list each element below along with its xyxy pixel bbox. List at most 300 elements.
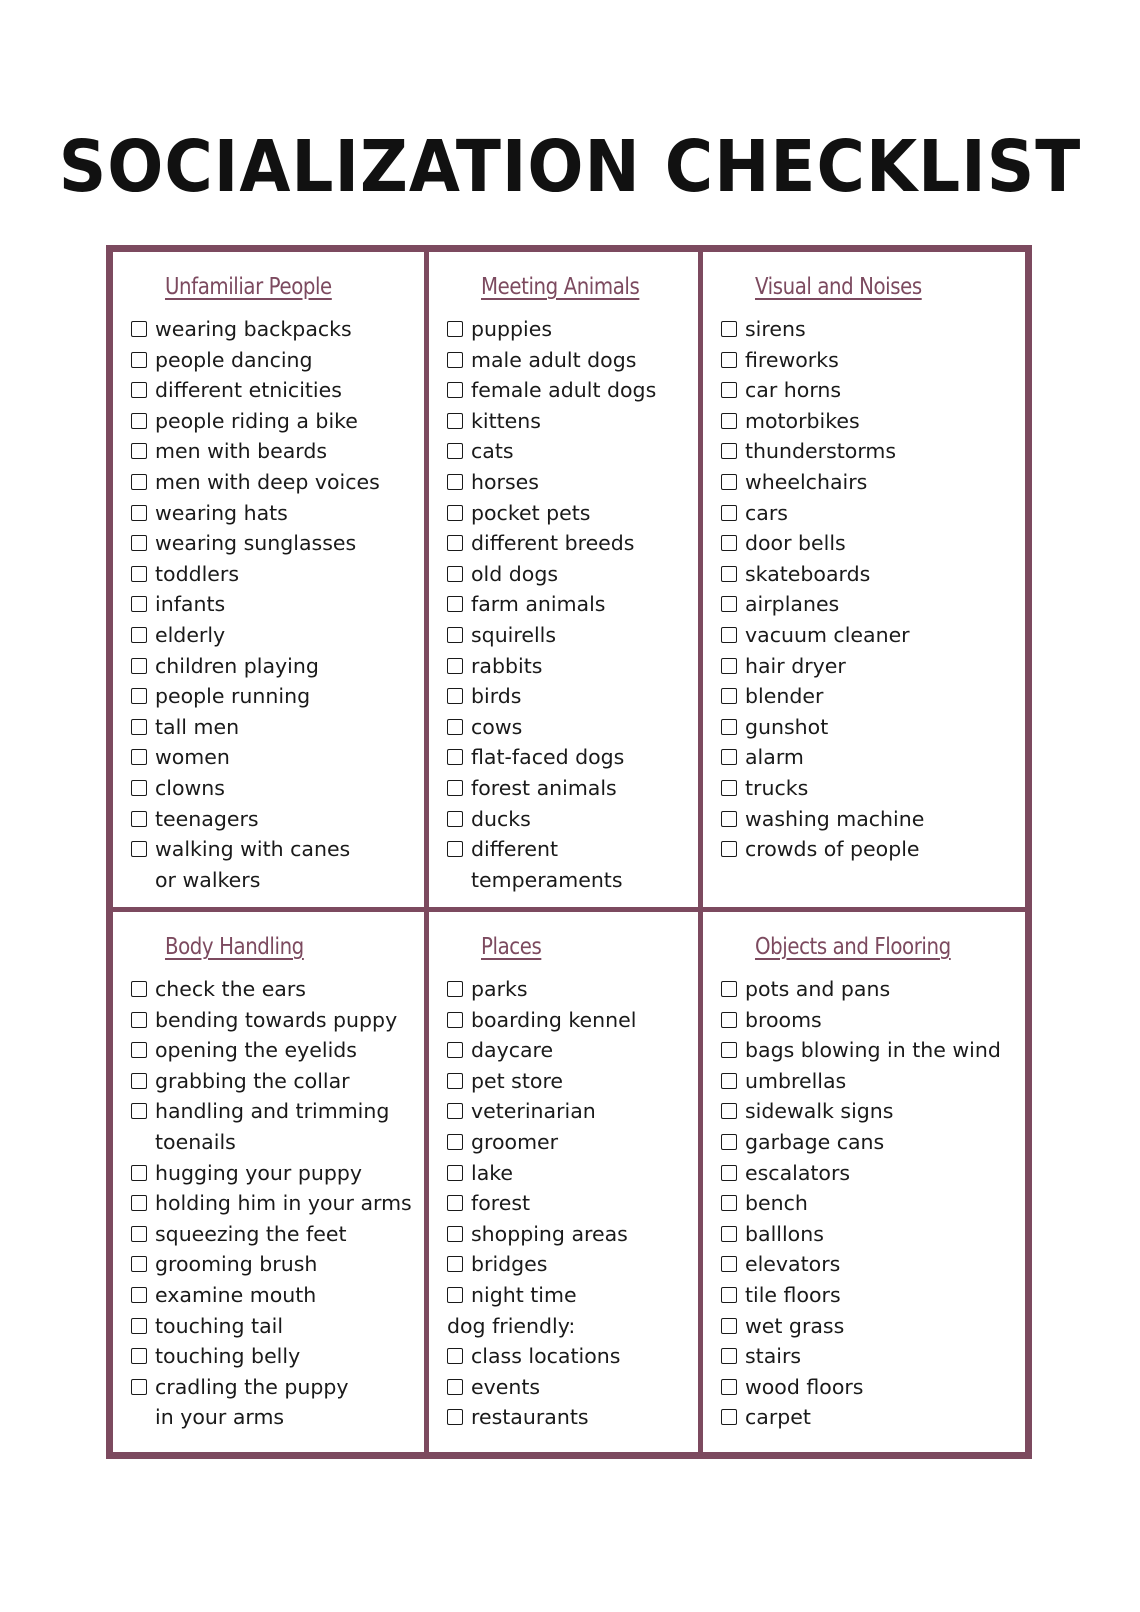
checklist-item[interactable] xyxy=(131,314,424,345)
checklist-item-label: men with deep voices xyxy=(155,469,380,494)
checklist-item[interactable] xyxy=(721,314,1025,345)
checkbox[interactable] xyxy=(447,1134,463,1150)
checkbox[interactable] xyxy=(447,719,463,735)
checkbox[interactable] xyxy=(721,566,737,582)
checkbox[interactable] xyxy=(131,780,147,796)
checklist-item-label: squeezing the feet xyxy=(155,1221,347,1246)
checklist-item[interactable] xyxy=(447,712,698,743)
checklist-item[interactable] xyxy=(721,974,1025,1005)
checkbox[interactable] xyxy=(447,627,463,643)
checklist-item[interactable] xyxy=(721,1188,1025,1219)
checklist-item-label: rabbits xyxy=(471,653,543,678)
checkbox[interactable] xyxy=(447,566,463,582)
checkbox[interactable] xyxy=(447,811,463,827)
checklist-item[interactable] xyxy=(131,773,424,804)
checklist-item[interactable] xyxy=(721,1219,1025,1250)
checkbox[interactable] xyxy=(447,1073,463,1089)
checklist-item-label: squirells xyxy=(471,622,557,647)
checkbox[interactable] xyxy=(131,1165,147,1181)
checklist-item[interactable] xyxy=(721,589,1025,620)
checklist-item-label: vacuum cleaner xyxy=(745,622,910,647)
checkbox[interactable] xyxy=(131,1318,147,1334)
checkbox[interactable] xyxy=(447,1409,463,1425)
checkbox[interactable] xyxy=(721,780,737,796)
checklist-item-label: children playing xyxy=(155,653,319,678)
checklist-item-label: restaurants xyxy=(471,1405,589,1430)
checklist-item[interactable] xyxy=(447,1005,698,1036)
checkbox[interactable] xyxy=(721,596,737,612)
checklist-item[interactable] xyxy=(721,498,1025,529)
checkbox[interactable] xyxy=(447,1256,463,1272)
checklist-item[interactable] xyxy=(721,651,1025,682)
checkbox[interactable] xyxy=(131,474,147,490)
section-unfamiliar-people xyxy=(113,252,429,912)
checklist-item-label: elderly xyxy=(155,622,226,647)
checklist-item[interactable] xyxy=(721,712,1025,743)
checkbox[interactable] xyxy=(131,719,147,735)
checklist-item[interactable] xyxy=(131,681,424,712)
checklist-item-label: different temperaments xyxy=(471,837,623,892)
checkbox[interactable] xyxy=(721,352,737,368)
checklist-item-label: examine mouth xyxy=(155,1282,317,1307)
checklist-item[interactable] xyxy=(131,1372,424,1433)
checklist-item[interactable] xyxy=(131,1219,424,1250)
checklist-item-label: pocket pets xyxy=(471,500,591,525)
checklist-item-label: old dogs xyxy=(471,561,559,586)
checklist-item[interactable] xyxy=(447,834,698,895)
checkbox[interactable] xyxy=(447,1012,463,1028)
checklist-item-label: wearing sunglasses xyxy=(155,531,357,556)
checkbox[interactable] xyxy=(721,413,737,429)
checklist-item-label: different etnicities xyxy=(155,378,342,403)
checklist-item[interactable] xyxy=(131,1249,424,1280)
checklist-item-label: bench xyxy=(745,1191,808,1216)
checklist-item-label: daycare xyxy=(471,1038,554,1063)
checklist-item[interactable] xyxy=(447,974,698,1005)
checklist-item-label: bending towards puppy xyxy=(155,1007,398,1032)
checklist-item[interactable] xyxy=(447,559,698,590)
checkbox[interactable] xyxy=(131,1348,147,1364)
checklist-item[interactable] xyxy=(721,1280,1025,1311)
checklist-item[interactable] xyxy=(721,1066,1025,1097)
checklist-item-label: men with beards xyxy=(155,439,328,464)
checkbox[interactable] xyxy=(721,981,737,997)
section-objects-and-flooring xyxy=(703,912,1025,1452)
checkbox[interactable] xyxy=(721,1103,737,1119)
checkbox[interactable] xyxy=(447,474,463,490)
checkbox[interactable] xyxy=(721,535,737,551)
checklist-item-label: parks xyxy=(471,977,528,1001)
checklist-item[interactable] xyxy=(131,742,424,773)
checklist-item-label: female adult dogs xyxy=(471,378,657,403)
checkbox[interactable] xyxy=(447,443,463,459)
checklist-grid xyxy=(106,245,1032,1459)
checklist-item[interactable] xyxy=(447,1372,698,1403)
checklist-item-label: cars xyxy=(745,500,788,525)
checklist-item-label: cradling the puppy in your arms xyxy=(155,1374,349,1430)
checkbox[interactable] xyxy=(131,811,147,827)
checklist-item-label: teenagers xyxy=(155,806,259,831)
checkbox[interactable] xyxy=(447,1165,463,1181)
checklist-item[interactable] xyxy=(131,345,424,376)
checklist-item[interactable] xyxy=(447,1402,698,1433)
checkbox[interactable] xyxy=(447,352,463,368)
checklist-item-label: hair dryer xyxy=(745,653,846,678)
checklist-item-label: wood floors xyxy=(745,1374,864,1399)
checklist-item[interactable] xyxy=(447,498,698,529)
checkbox[interactable] xyxy=(447,1195,463,1211)
checklist-item-label: class locations xyxy=(471,1344,621,1369)
checklist-item-label: wearing hats xyxy=(155,500,288,525)
checkbox[interactable] xyxy=(721,382,737,398)
section-body-handling xyxy=(113,912,429,1452)
checklist-item[interactable] xyxy=(721,1402,1025,1433)
checklist-item-label: touching tail xyxy=(155,1313,284,1338)
checkbox[interactable] xyxy=(447,382,463,398)
checkbox[interactable] xyxy=(447,1042,463,1058)
checkbox[interactable] xyxy=(721,658,737,674)
checklist-item[interactable] xyxy=(447,1280,698,1311)
checklist-item[interactable] xyxy=(721,1035,1025,1066)
checklist-item[interactable] xyxy=(721,834,1025,865)
checkbox[interactable] xyxy=(131,505,147,521)
checklist-item-label: handling and trimming toenails xyxy=(155,1099,390,1154)
checkbox[interactable] xyxy=(131,1012,147,1028)
checkbox[interactable] xyxy=(721,1409,737,1425)
checkbox[interactable] xyxy=(131,1103,147,1119)
checklist xyxy=(721,314,1025,865)
checklist-item-label: airplanes xyxy=(745,592,840,617)
checklist-item[interactable] xyxy=(447,436,698,467)
checklist-item-label: umbrellas xyxy=(745,1068,847,1093)
checkbox[interactable] xyxy=(131,981,147,997)
checklist-item[interactable] xyxy=(131,1005,424,1036)
checklist-item-label: skateboards xyxy=(745,561,871,586)
checkbox[interactable] xyxy=(447,413,463,429)
checkbox[interactable] xyxy=(447,658,463,674)
checklist-item-label: ducks xyxy=(471,806,531,831)
checklist-item-label: veterinarian xyxy=(471,1099,596,1124)
checkbox[interactable] xyxy=(447,780,463,796)
checklist-item[interactable] xyxy=(447,589,698,620)
checklist-item[interactable] xyxy=(131,1066,424,1097)
checklist-item-label: women xyxy=(155,745,230,770)
checklist-item[interactable] xyxy=(131,1280,424,1311)
checkbox[interactable] xyxy=(721,1256,737,1272)
checkbox[interactable] xyxy=(721,841,737,857)
checklist-item[interactable] xyxy=(447,1158,698,1189)
checkbox[interactable] xyxy=(131,1379,147,1395)
checklist-item-label: carpet xyxy=(745,1405,811,1430)
checklist-item-label: touching belly xyxy=(155,1344,301,1369)
checklist-item[interactable] xyxy=(447,1341,698,1372)
section-heading: Meeting Animals xyxy=(481,274,640,300)
checkbox[interactable] xyxy=(721,1318,737,1334)
checklist-item[interactable] xyxy=(131,834,424,895)
checklist-item[interactable] xyxy=(447,1219,698,1250)
checklist-item[interactable] xyxy=(721,1127,1025,1158)
checkbox[interactable] xyxy=(131,1073,147,1089)
checkbox[interactable] xyxy=(447,1348,463,1364)
checklist xyxy=(131,314,424,895)
checklist-item-label: cows xyxy=(471,714,523,739)
checklist xyxy=(447,974,698,1311)
checklist-item[interactable] xyxy=(721,773,1025,804)
checkbox[interactable] xyxy=(131,688,147,704)
checklist-item[interactable] xyxy=(447,620,698,651)
checkbox[interactable] xyxy=(131,1226,147,1242)
checklist-item[interactable] xyxy=(131,1096,424,1157)
checklist-item[interactable] xyxy=(447,467,698,498)
checkbox[interactable] xyxy=(131,749,147,765)
checklist-item-label: check the ears xyxy=(155,977,306,1001)
checklist-item[interactable] xyxy=(721,1158,1025,1189)
checklist-item[interactable] xyxy=(131,436,424,467)
checklist-item[interactable] xyxy=(131,467,424,498)
checklist-item[interactable] xyxy=(447,1066,698,1097)
checklist xyxy=(447,314,698,895)
checkbox[interactable] xyxy=(447,1287,463,1303)
checklist-item[interactable] xyxy=(131,974,424,1005)
section-visual-and-noises xyxy=(703,252,1025,912)
checklist-item-label: boarding kennel xyxy=(471,1007,637,1032)
checkbox[interactable] xyxy=(447,749,463,765)
checklist-item[interactable] xyxy=(447,345,698,376)
checklist-item[interactable] xyxy=(721,742,1025,773)
checklist-item-label: garbage cans xyxy=(745,1129,885,1154)
checklist-item[interactable] xyxy=(721,1311,1025,1342)
checklist-item[interactable] xyxy=(131,498,424,529)
checklist-item-label: people dancing xyxy=(155,347,313,372)
section-heading: Visual and Noises xyxy=(755,274,922,300)
checklist-item-label: farm animals xyxy=(471,592,606,617)
checklist-item[interactable] xyxy=(447,681,698,712)
checkbox[interactable] xyxy=(131,658,147,674)
checkbox[interactable] xyxy=(131,321,147,337)
checklist-item[interactable] xyxy=(131,804,424,835)
checklist xyxy=(721,974,1025,1433)
checkbox[interactable] xyxy=(131,596,147,612)
checklist-item[interactable] xyxy=(131,559,424,590)
checkbox[interactable] xyxy=(131,1287,147,1303)
section-heading: Places xyxy=(481,934,542,960)
checklist-item-label: crowds of people xyxy=(745,837,920,862)
checkbox[interactable] xyxy=(131,841,147,857)
checkbox[interactable] xyxy=(447,596,463,612)
checklist-item[interactable] xyxy=(447,1096,698,1127)
checklist-item[interactable] xyxy=(131,1188,424,1219)
checklist-item-label: kittens xyxy=(471,408,541,433)
checkbox[interactable] xyxy=(721,1195,737,1211)
checklist-item[interactable] xyxy=(721,467,1025,498)
checklist-item[interactable] xyxy=(447,742,698,773)
section-meeting-animals xyxy=(429,252,703,912)
checklist-item-label: balllons xyxy=(745,1221,824,1246)
checkbox[interactable] xyxy=(721,719,737,735)
checklist-item[interactable] xyxy=(721,406,1025,437)
checklist-item-label: puppies xyxy=(471,317,553,341)
checklist-item[interactable] xyxy=(447,651,698,682)
checkbox[interactable] xyxy=(131,1195,147,1211)
checkbox[interactable] xyxy=(447,981,463,997)
checklist-item[interactable] xyxy=(721,559,1025,590)
checklist-item-label: forest animals xyxy=(471,775,617,800)
checklist-item[interactable] xyxy=(131,620,424,651)
checkbox[interactable] xyxy=(447,535,463,551)
checklist-item[interactable] xyxy=(131,375,424,406)
section-heading: Unfamiliar People xyxy=(165,274,332,300)
checklist-item-label: door bells xyxy=(745,531,846,556)
checkbox[interactable] xyxy=(721,1165,737,1181)
checkbox[interactable] xyxy=(721,321,737,337)
checklist-item[interactable] xyxy=(447,773,698,804)
checklist-item[interactable] xyxy=(721,1005,1025,1036)
checklist-item-label: lake xyxy=(471,1160,514,1185)
checkbox[interactable] xyxy=(131,443,147,459)
checkbox[interactable] xyxy=(721,811,737,827)
checklist-item-label: thunderstorms xyxy=(745,439,897,464)
checkbox[interactable] xyxy=(131,566,147,582)
checkbox[interactable] xyxy=(447,1103,463,1119)
checklist-item[interactable] xyxy=(721,1096,1025,1127)
checklist xyxy=(131,974,424,1433)
checklist-item-label: washing machine xyxy=(745,806,925,831)
checklist-item[interactable] xyxy=(447,1035,698,1066)
checklist-item[interactable] xyxy=(721,345,1025,376)
checklist-item-label: male adult dogs xyxy=(471,347,637,372)
checklist-item[interactable] xyxy=(721,1341,1025,1372)
checkbox[interactable] xyxy=(721,1348,737,1364)
checkbox[interactable] xyxy=(721,505,737,521)
checkbox[interactable] xyxy=(721,627,737,643)
dog-friendly-checklist xyxy=(447,1341,698,1433)
checklist-item[interactable] xyxy=(721,804,1025,835)
checkbox[interactable] xyxy=(131,627,147,643)
checklist-item[interactable] xyxy=(447,528,698,559)
page-title: SOCIALIZATION CHECKLIST xyxy=(58,124,1082,209)
checklist-item[interactable] xyxy=(447,314,698,345)
checklist-item-label: sidewalk signs xyxy=(745,1099,894,1124)
checkbox[interactable] xyxy=(721,749,737,765)
checkbox[interactable] xyxy=(447,688,463,704)
checklist-item[interactable] xyxy=(131,1035,424,1066)
section-places xyxy=(429,912,703,1452)
section-heading: Objects and Flooring xyxy=(755,934,951,960)
checkbox[interactable] xyxy=(131,1042,147,1058)
checklist-item-label: clowns xyxy=(155,775,225,800)
checklist-item-label: grabbing the collar xyxy=(155,1068,350,1093)
checklist-item-label: wheelchairs xyxy=(745,469,868,494)
checklist-item-label: opening the eyelids xyxy=(155,1038,357,1063)
checklist-item-label: escalators xyxy=(745,1160,851,1185)
checklist-item[interactable] xyxy=(721,1372,1025,1403)
checklist-item-label: alarm xyxy=(745,745,804,770)
checkbox[interactable] xyxy=(721,1379,737,1395)
checklist-item[interactable] xyxy=(131,1341,424,1372)
checklist-item[interactable] xyxy=(447,1188,698,1219)
checklist-item-label: people riding a bike xyxy=(155,408,358,433)
checklist-item-label: walking with canes or walkers xyxy=(155,837,351,892)
checklist-item[interactable] xyxy=(447,1127,698,1158)
checkbox[interactable] xyxy=(447,505,463,521)
checkbox[interactable] xyxy=(131,413,147,429)
checklist-item-label: car horns xyxy=(745,378,842,403)
checklist-item[interactable] xyxy=(131,589,424,620)
checklist-item[interactable] xyxy=(721,681,1025,712)
checkbox[interactable] xyxy=(131,535,147,551)
checklist-item-label: wearing backpacks xyxy=(155,317,352,341)
checklist-item-label: pet store xyxy=(471,1068,564,1093)
checklist-item-label: night time xyxy=(471,1282,577,1307)
checkbox[interactable] xyxy=(447,321,463,337)
checklist-item-label: grooming brush xyxy=(155,1252,318,1277)
checkbox[interactable] xyxy=(447,1379,463,1395)
checkbox[interactable] xyxy=(131,1256,147,1272)
checklist-item-label: flat-faced dogs xyxy=(471,745,625,770)
checkbox[interactable] xyxy=(721,1012,737,1028)
checklist-item[interactable] xyxy=(447,804,698,835)
checklist-item-label: birds xyxy=(471,684,522,709)
checklist-item-label: motorbikes xyxy=(745,408,860,433)
checklist-item-label: cats xyxy=(471,439,514,464)
checkbox[interactable] xyxy=(447,1226,463,1242)
checklist-item[interactable] xyxy=(447,1249,698,1280)
checklist-item-label: infants xyxy=(155,592,226,617)
checklist-item[interactable] xyxy=(131,1158,424,1189)
checklist-item-label: elevators xyxy=(745,1252,841,1277)
checklist-item[interactable] xyxy=(131,528,424,559)
checklist-item[interactable] xyxy=(721,1249,1025,1280)
dog-friendly-subheading: dog friendly: xyxy=(447,1313,576,1338)
checkbox[interactable] xyxy=(721,688,737,704)
checklist-item[interactable] xyxy=(447,406,698,437)
checklist-item-label: holding him in your arms xyxy=(155,1191,412,1216)
section-heading: Body Handling xyxy=(165,934,304,960)
checklist-item[interactable] xyxy=(131,651,424,682)
checkbox[interactable] xyxy=(721,1226,737,1242)
checklist-item[interactable] xyxy=(131,406,424,437)
checklist-item[interactable] xyxy=(721,375,1025,406)
checkbox[interactable] xyxy=(447,841,463,857)
checkbox[interactable] xyxy=(721,1073,737,1089)
checklist-item-label: toddlers xyxy=(155,561,240,586)
checklist-item[interactable] xyxy=(131,712,424,743)
checkbox[interactable] xyxy=(721,1134,737,1150)
checklist-item-label: pots and pans xyxy=(745,977,891,1001)
checkbox[interactable] xyxy=(131,382,147,398)
checkbox[interactable] xyxy=(721,443,737,459)
checklist-item-label: brooms xyxy=(745,1007,822,1032)
checklist-item-label: horses xyxy=(471,469,539,494)
checklist-item-label: sirens xyxy=(745,317,806,341)
checklist-item[interactable] xyxy=(447,375,698,406)
checklist-item-label: bags blowing in the wind xyxy=(745,1038,1001,1063)
checklist-item-label: trucks xyxy=(745,775,809,800)
checklist-item[interactable] xyxy=(721,436,1025,467)
checklist-item[interactable] xyxy=(131,1311,424,1342)
checkbox[interactable] xyxy=(131,352,147,368)
checkbox[interactable] xyxy=(721,1042,737,1058)
checklist-item-label: groomer xyxy=(471,1129,559,1154)
checklist-item-label: forest xyxy=(471,1191,531,1216)
checkbox[interactable] xyxy=(721,474,737,490)
checkbox[interactable] xyxy=(721,1287,737,1303)
checklist-item[interactable] xyxy=(721,620,1025,651)
checklist-item-label: tile floors xyxy=(745,1282,841,1307)
checklist-item[interactable] xyxy=(721,528,1025,559)
checklist-item-label: shopping areas xyxy=(471,1221,628,1246)
checklist-item-label: wet grass xyxy=(745,1313,845,1338)
